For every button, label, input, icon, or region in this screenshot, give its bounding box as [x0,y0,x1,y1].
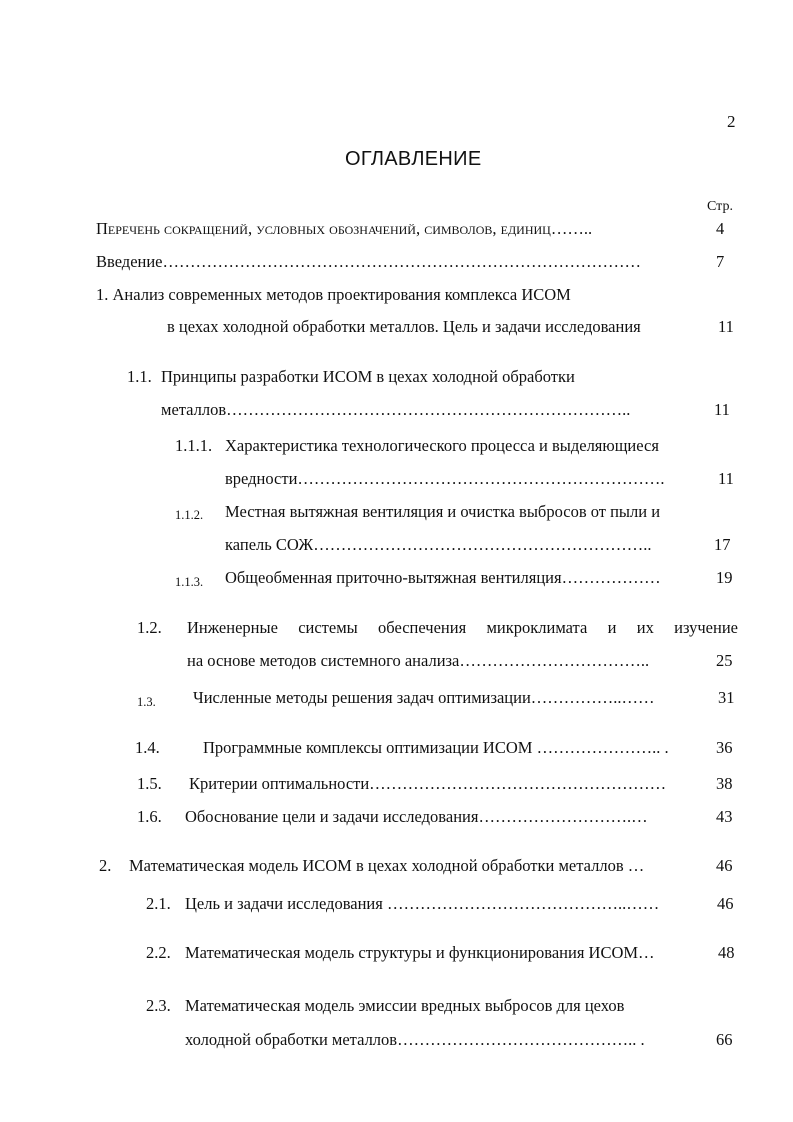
toc-entry-text: Введение…………………………………………………………………………… [96,252,642,271]
toc-entry-text: Цель и задачи исследования ……………………………………..…… [185,894,660,913]
toc-entry-text: Численные методы решения задач оптимизации……………..…… [193,688,655,707]
toc-entry-text: Обоснование цели и задачи исследования……………………….… [185,807,648,826]
toc-entry-page: 36 [716,738,733,757]
toc-entry-text: Общеобменная приточно-вытяжная вентиляция……………… [225,568,661,587]
toc-entry-text: Критерии оптимальности……………………………………………… [189,774,667,793]
toc-entry-number: 1.1.1. [175,436,213,455]
toc-entry-text-line1: Местная вытяжная вентиляция и очистка выбросов от пыли и [225,502,661,521]
toc-entry-number: 2.2. [146,943,171,962]
toc-entry-text-line2: в цехах холодной обработки металлов. Цель и задачи исследования [167,317,641,336]
toc-entry-text-line1: Инженерные системы обеспечения микроклимата и их изучение [187,618,738,637]
toc-entry-page: 7 [716,252,725,271]
toc-entry-page: 46 [716,856,733,875]
toc-entry-text: Математическая модель структуры и функционирования ИСОМ… [185,943,655,962]
toc-entry-page: 31 [718,688,735,707]
page-column-header: Стр. [707,199,733,214]
toc-entry-page: 11 [714,400,730,419]
toc-entry-page: 17 [714,535,731,554]
toc-entry-page: 46 [717,894,734,913]
toc-entry-number: 1.1.3. [175,575,204,589]
toc-entry-page: 66 [716,1030,733,1049]
toc-entry-page: 11 [718,317,734,336]
page-number: 2 [727,112,736,131]
toc-entry-number: 1.1. [127,367,152,386]
toc-entry-page: 4 [716,219,725,238]
toc-entry-page: 38 [716,774,733,793]
toc-entry-number: 1.1.2. [175,508,204,522]
page-title: ОГЛАВЛЕНИЕ [345,148,482,170]
toc-entry-text-line2: вредности…………………………………………………………. [225,469,665,488]
toc-entry-text: Математическая модель ИСОМ в цехах холодной обработки металлов … [129,856,645,875]
toc-entry-page: 43 [716,807,733,826]
toc-entry-number: 2.3. [146,996,171,1015]
toc-entry-text-line1: Математическая модель эмиссии вредных выбросов для цехов [185,996,625,1015]
toc-entry-page: 48 [718,943,735,962]
toc-entry-page: 19 [716,568,733,587]
toc-entry-text: Программные комплексы оптимизации ИСОМ ………………….. . [203,738,669,757]
toc-entry-text-line2: капель СОЖ…………………………………………………….. [225,535,652,554]
toc-entry-number: 2. [99,856,112,875]
toc-entry-number: 1.2. [137,618,162,637]
toc-entry-text-line1: Характеристика технологического процесса и выделяющиеся [225,436,659,455]
toc-entry-number: 1.4. [135,738,160,757]
toc-entry-number: 1.6. [137,807,162,826]
toc-entry-page: 25 [716,651,733,670]
toc-entry-text-line2: холодной обработки металлов…………………………………….. . [185,1030,645,1049]
toc-entry-number: 2.1. [146,894,171,913]
toc-entry-text-line1: 1. Анализ современных методов проектирования комплекса ИСОМ [96,285,571,304]
toc-entry-text-line2: на основе методов системного анализа…………………………….. [187,651,650,670]
toc-entry-text-line2: металлов……………………………………………………………….. [161,400,631,419]
toc-entry-text: Перечень сокращений, условных обозначений, символов, единиц…….. [96,219,593,238]
toc-entry-page: 11 [718,469,734,488]
toc-entry-text-line1: Принципы разработки ИСОМ в цехах холодной обработки [161,367,575,386]
toc-entry-number: 1.3. [137,695,156,709]
toc-entry-number: 1.5. [137,774,162,793]
